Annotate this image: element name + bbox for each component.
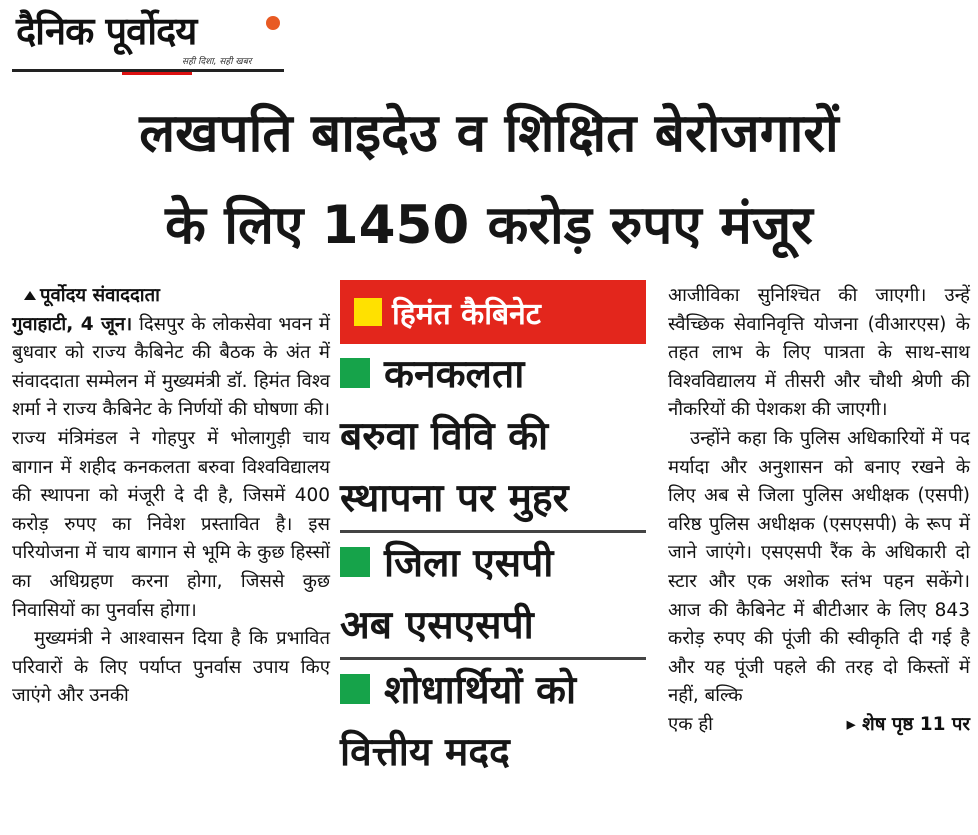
article-line: जिला एसपी [384, 541, 554, 586]
article-line: है। इस परियोजना में चाय बागान से [12, 513, 330, 564]
green-square-icon [340, 358, 370, 388]
article-line: कैबिनेट की बैठक के अंत में संवाददाता [12, 342, 330, 392]
article-line: अधीक्षक (एसएसपी) के रूप में जाने [668, 513, 970, 564]
green-square-icon [340, 547, 370, 577]
article-line: शोधार्थियों को [384, 668, 577, 713]
article-line: बरुवा विवि की [340, 414, 549, 459]
article-paragraph-4 [668, 425, 970, 711]
left-column [12, 282, 330, 711]
article-line: अधीक्षक (एसपी) वरिष्ठ पुलिस [668, 485, 970, 535]
headline-line-2: के लिए 1450 करोड़ रुपए मंजूर [165, 195, 813, 256]
article-line: सम्मेलन में मुख्यमंत्री डॉ. हिमंत विश्व [85, 370, 330, 392]
byline [12, 282, 330, 311]
masthead-red-rule [122, 72, 192, 75]
article-line: शर्मा ने राज्य कैबिनेट के निर्णयों की [12, 399, 248, 421]
article-line: के लिए 843 करोड़ रुपए की पूंजी की [668, 599, 970, 650]
highlights-box [340, 280, 646, 784]
masthead [12, 8, 284, 72]
article-line: की पेशकश की जाएगी। [731, 399, 888, 421]
article-line: मुख्यमंत्री ने आश्वासन दिया है [34, 628, 241, 650]
article-line: आजीविका सुनिश्चित की जाएगी। उन्हें [668, 285, 970, 306]
newspaper-title: दैनिक पूर्वोदय [16, 9, 197, 53]
article-line: पात्रता के साथ-साथ विश्वविद्यालय [668, 342, 971, 392]
article-line: अब एसएसपी [340, 603, 534, 648]
article-line: घोषणा की। राज्य मंत्रिमंडल ने गोहपुर [12, 399, 330, 449]
highlight-item [340, 344, 646, 530]
logo-dot-icon [266, 16, 280, 30]
article-line: में भोलागुड़ी चाय बागान में शहीद [12, 427, 330, 478]
green-square-icon [340, 674, 370, 704]
article-line: स्थापना पर मुहर [340, 476, 569, 521]
article-line: उन्होंने कहा कि पुलिस अधिकारियों [690, 427, 925, 449]
article-paragraph-1 [12, 311, 330, 626]
newspaper-tagline: सही दिशा, सही खबर [182, 57, 252, 67]
article-line: जाएंगे। एसएसपी रैंक के अधिकारी दो [705, 542, 970, 564]
triangle-icon [24, 291, 36, 300]
article-line: 400 करोड़ रुपए का निवेश प्रस्तावित [12, 485, 331, 535]
article-line: लोकसेवा भवन में बुधवार को राज्य [12, 313, 330, 364]
article-line: सकेंगे। आज की कैबिनेट में बीटीआर [668, 570, 970, 621]
highlight-item [340, 660, 646, 784]
article-line: स्टार और एक अशोक स्तंभ पहन [668, 570, 914, 592]
highlight-item [340, 533, 646, 657]
article-paragraph-2 [12, 625, 330, 711]
article-paragraph-3 [668, 282, 970, 425]
yellow-square-icon [354, 298, 382, 326]
article-line: करना होगा, जिससे कुछ निवासियों [12, 570, 330, 621]
article-line: शेष पृष्ठ 11 पर [862, 713, 970, 735]
article-line: स्थापना को मंजूरी दे दी है, जिसमें [40, 485, 286, 507]
continuation-line [668, 711, 970, 740]
article-line: (वीआरएस) के तहत लाभ के लिए [668, 313, 970, 364]
article-line: पुनर्वास उपाय किए जाएंगे और उनकी [12, 656, 330, 707]
article-line: स्वैच्छिक सेवानिवृत्ति योजना [668, 313, 859, 335]
article-line: भूमि के कुछ हिस्सों का अधिग्रहण [12, 542, 330, 592]
kicker-banner [340, 280, 646, 344]
article-line: वित्तीय मदद [340, 730, 510, 775]
article-line: रखने के लिए अब से जिला पुलिस [668, 456, 970, 507]
article-line: कनकलता बरुवा विश्वविद्यालय की [12, 456, 330, 507]
article-line: कि प्रभावित परिवारों के लिए पर्याप्त [12, 628, 331, 678]
headline-line-1: लखपति बाइदेउ व शिक्षित बेरोजगारों [139, 103, 839, 164]
continued-on-page-link[interactable]: ▸ शेष पृष्ठ 11 पर [846, 713, 970, 735]
article-line: की तरह दो किस्तों में नहीं, बल्कि [668, 656, 970, 707]
article-line: स्वीकृति दी गई है और यह पूंजी पहले [668, 628, 970, 678]
article-line: में तीसरी और चौथी श्रेणी की नौकरियों [668, 370, 971, 421]
article-line: कनकलता [384, 352, 525, 397]
kicker-text: हिमंत कैबिनेट [392, 296, 541, 332]
article-line: दिसपुर के [139, 313, 206, 335]
dateline: गुवाहाटी, 4 जून। [12, 313, 133, 335]
last-line-text: एक ही [668, 713, 713, 735]
right-column [668, 282, 970, 740]
article-line: का पुनर्वास होगा। [80, 599, 197, 621]
article-line: पूर्वोदय संवाददाता [40, 285, 160, 306]
article-line: में पद मर्यादा और अनुशासन को बनाए [668, 427, 970, 478]
